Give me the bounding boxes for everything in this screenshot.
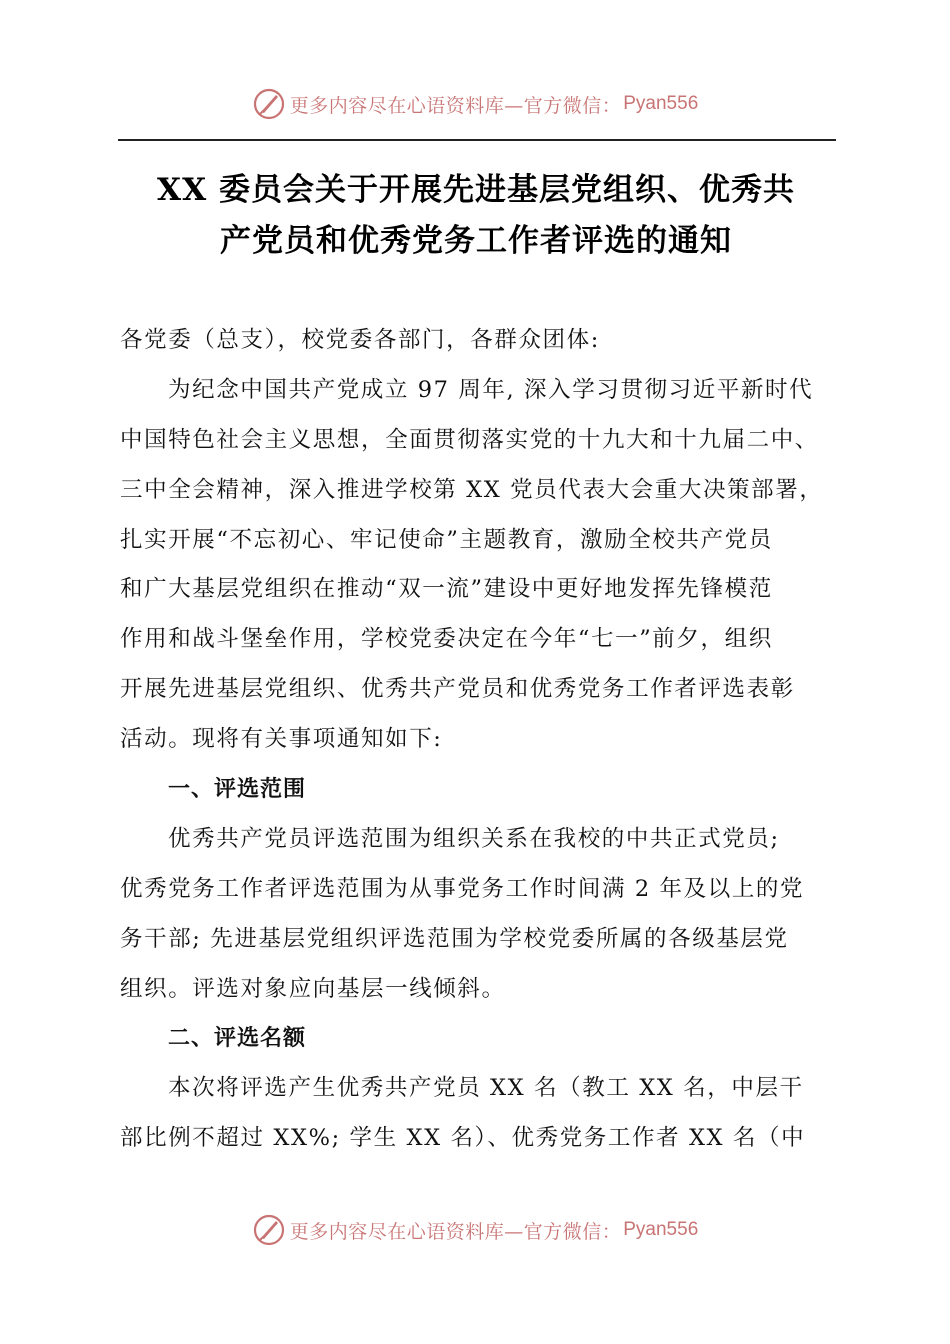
paragraph-line: 优秀党务工作者评选范围为从事党务工作时间满 2 年及以上的党 xyxy=(120,875,805,902)
section-heading: 一、评选范围 xyxy=(168,777,307,803)
paragraph-line: 和广大基层党组织在推动“双一流”建设中更好地发挥先锋模范 xyxy=(120,576,773,603)
paragraph-line: 中国特色社会主义思想，全面贯彻落实党的十九大和十九届二中、 xyxy=(120,426,819,453)
document-body xyxy=(120,316,840,1164)
section-heading: 二、评选名额 xyxy=(168,1026,307,1052)
paragraph-line: 优秀共产党员评选范围为组织关系在我校的中共正式党员; xyxy=(168,825,780,852)
paragraph-line: 部比例不超过 XX%; 学生 XX 名）、优秀党务工作者 XX 名（中 xyxy=(120,1125,806,1152)
header-divider xyxy=(118,139,836,141)
watermark-footer xyxy=(0,1210,950,1250)
quill-logo-icon xyxy=(252,87,286,121)
watermark-header xyxy=(0,84,950,124)
paragraph-line: 本次将评选产生优秀共产党员 XX 名（教工 XX 名，中层干 xyxy=(168,1075,804,1102)
paragraph-line: 开展先进基层党组织、优秀共产党员和优秀党务工作者评选表彰 xyxy=(120,676,795,703)
paragraph-line: 作用和战斗堡垒作用，学校党委决定在今年“七一”前夕，组织 xyxy=(120,626,773,653)
paragraph-line: 组织。评选对象应向基层一线倾斜。 xyxy=(120,975,506,1002)
title-line: 产党员和优秀党务工作者评选的通知 xyxy=(220,223,732,259)
watermark-text: 更多内容尽在心语资料库—官方微信： xyxy=(289,94,622,117)
salutation: 各党委（总支），校党委各部门，各群众团体: xyxy=(120,327,600,353)
paragraph-line: 为纪念中国共产党成立 97 周年, 深入学习贯彻习近平新时代 xyxy=(168,376,814,403)
paragraph-line: 扎实开展“不忘初心、牢记使命”主题教育，激励全校共产党员 xyxy=(120,526,773,553)
watermark-wechat-id: Pyan556 xyxy=(623,1219,699,1240)
watermark-wechat-id: Pyan556 xyxy=(623,93,699,114)
document-title xyxy=(100,165,852,267)
paragraph-line: 活动。现将有关事项通知如下: xyxy=(120,726,443,753)
paragraph-line: 三中全会精神，深入推进学校第 XX 党员代表大会重大决策部署， xyxy=(120,476,824,503)
title-line: XX 委员会关于开展先进基层党组织、优秀共 xyxy=(157,172,795,208)
watermark-text: 更多内容尽在心语资料库—官方微信： xyxy=(289,1220,622,1243)
paragraph-line: 务干部; 先进基层党组织评选范围为学校党委所属的各级基层党 xyxy=(120,925,789,952)
quill-logo-icon xyxy=(252,1213,286,1247)
